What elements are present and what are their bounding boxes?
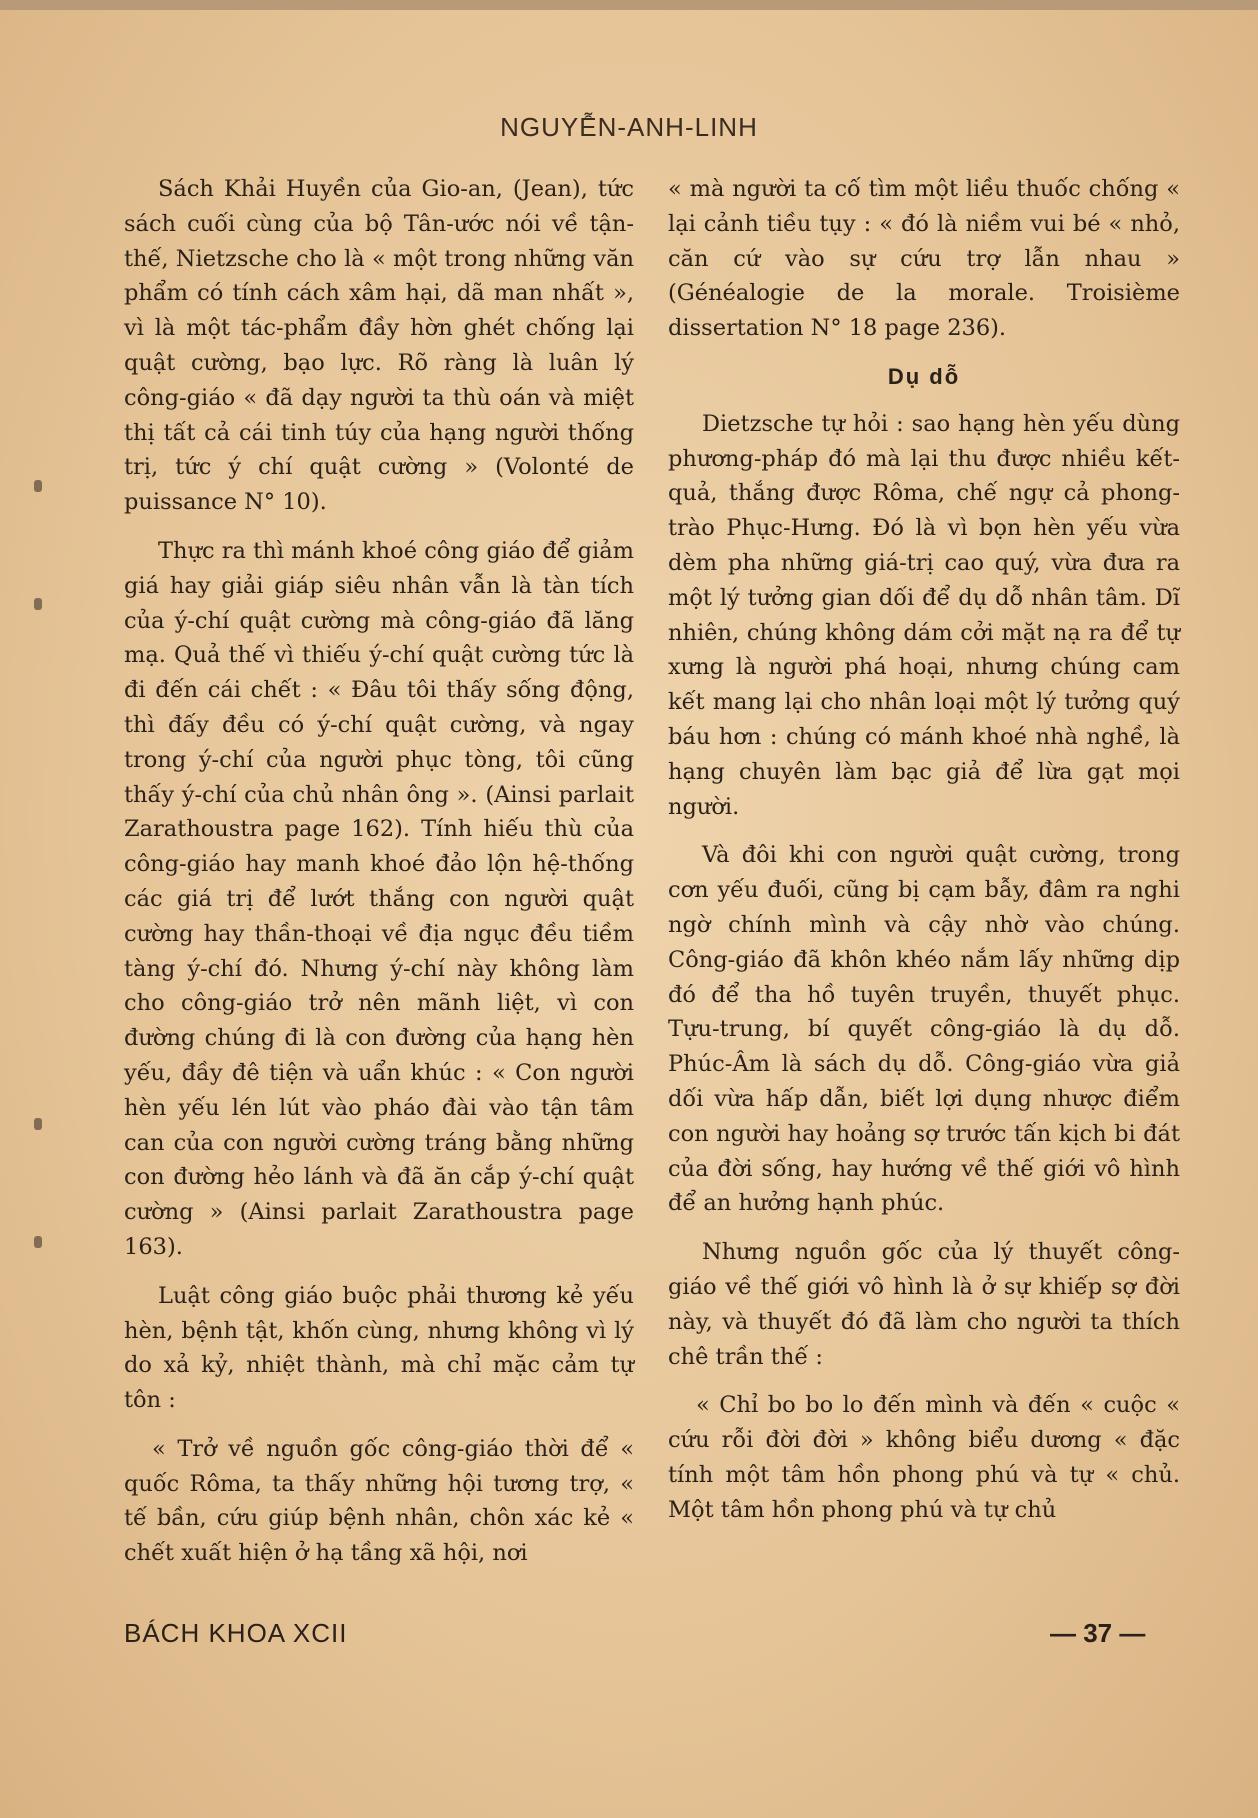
quotation-continued: « mà người ta cố tìm một liều thuốc chống « lại cảnh tiều tụy : « đó là niềm vui bé « nhỏ, căn cứ vào sự cứu trợ lẫn nhau » (Généalogie de la morale. Troisième dissertation N° 18 page 236). [668,176,1180,342]
paragraph: Và đôi khi con người quật cường, trong cơn yếu đuối, cũng bị cạm bẫy, đâm ra nghi ngờ chính mình và cậy nhờ vào chúng. Công-giáo đã khôn khéo nắm lấy những dịp đó để tha hồ tuyên truyền, thuyết phục. Tựu-trung, bí quyết công-giáo là dụ dỗ. Phúc-Âm là sách dụ dỗ. Công-giáo vừa giả dối vừa hấp dẫn, biết lợi dụng nhược điểm con người hay hoảng sợ trước tấn kịch bi đát của đời sống, hay hướng về thế giới vô hình để an hưởng hạnh phúc. [668,842,1180,1217]
page-top-edge [0,0,1258,10]
section-heading: Dụ dỗ [887,363,961,389]
paragraph: Thực ra thì mánh khoé công giáo để giảm giá hay giải giáp siêu nhân vẫn là tàn tích của ý-chí quật cường mà công-giáo đã lăng mạ. Quả thế vì thiếu ý-chí quật cường tức là đi đến cái chết : « Đâu tôi thấy sống động, thì đấy đều có ý-chí quật cường, và ngay trong ý-chí của người phục tòng, tôi cũng thấy ý-chí của chủ nhân ông ». (Ainsi parlait Zarathoustra page 162). Tính hiếu thù của công-giáo hay manh khoé đảo lộn hệ-thống các giá trị để lướt thắng con người quật cường hay thần-thoại về địa ngục đều tiềm tàng ý-chí đó. Nhưng ý-chí này không làm cho công-giáo trở nên mãnh liệt, vì con đường chúng đi là con đường của hạng hèn yếu, đầy đê tiện và uẩn khúc : « Con người hèn yếu lén lút vào pháo đài vào tận tâm can của con người cường tráng bằng những con đường hẻo lánh và đã ăn cắp ý-chí quật cường » (Ainsi parlait Zarathoustra page 163). [124,537,634,1260]
publication-name: BÁCH KHOA XCII [124,1618,348,1648]
binding-hole [34,598,42,610]
binding-hole [34,1236,42,1248]
left-column [124,172,634,1585]
quotation: « Trở về nguồn gốc công-giáo thời để « quốc Rôma, ta thấy những hội tương trợ, « tế bần, cứu giúp bệnh nhân, chôn xác kẻ « chết xuất hiện ở hạ tầng xã hội, nơi [124,1435,634,1567]
binding-hole [34,480,42,492]
running-title: NGUYỄN-ANH-LINH [500,112,758,142]
paragraph: Nhưng nguồn gốc của lý thuyết công-giáo về thế giới vô hình là ở sự khiếp sợ đời này, và thuyết đó đã làm cho người ta thích chê trần thế : [668,1239,1180,1370]
binding-hole [34,1118,42,1130]
paragraph: Sách Khải Huyền của Gio-an, (Jean), tức sách cuối cùng của bộ Tân-ước nói về tận-thế, Nietzsche cho là « một trong những văn phẩm có tính cách xâm hại, dã man nhất », vì là một tác-phẩm đầy hờn ghét chống lại quật cường, bạo lực. Rõ ràng là luân lý công-giáo « đã dạy người ta thù oán và miệt thị tất cả cái tinh túy của hạng người thống trị, tức ý chí quật cường » (Volonté de puissance N° 10). [124,176,634,516]
paragraph: Dietzsche tự hỏi : sao hạng hèn yếu dùng phương-pháp đó mà lại thu được nhiều kết-quả, thắng được Rôma, chế ngự cả phong-trào Phục-Hưng. Đó là vì bọn hèn yếu vừa dèm pha những giá-trị cao quý, vừa đưa ra một lý tưởng gian dối để dụ dỗ nhân tâm. Dĩ nhiên, chúng không dám cởi mặt nạ ra để tự xưng là người phá hoại, nhưng chúng cam kết mang lại cho nhân loại một lý tưởng quý báu hơn : chúng có mánh khoé nhà nghề, là hạng chuyên làm bạc giả để lừa gạt mọi người. [668,410,1180,820]
quotation: « Chỉ bo bo lo đến mình và đến « cuộc « cứu rỗi đời đời » không biểu dương « đặc tính một tâm hồn phong phú và tự « chủ. Một tâm hồn phong phú và tự chủ [668,1392,1180,1523]
right-column [668,172,1180,1541]
page-number: — 37 — [1050,1618,1146,1648]
paragraph: Luật công giáo buộc phải thương kẻ yếu hèn, bệnh tật, khốn cùng, nhưng không vì lý do xả kỷ, nhiệt thành, mà chỉ mặc cảm tự tôn : [124,1282,634,1414]
